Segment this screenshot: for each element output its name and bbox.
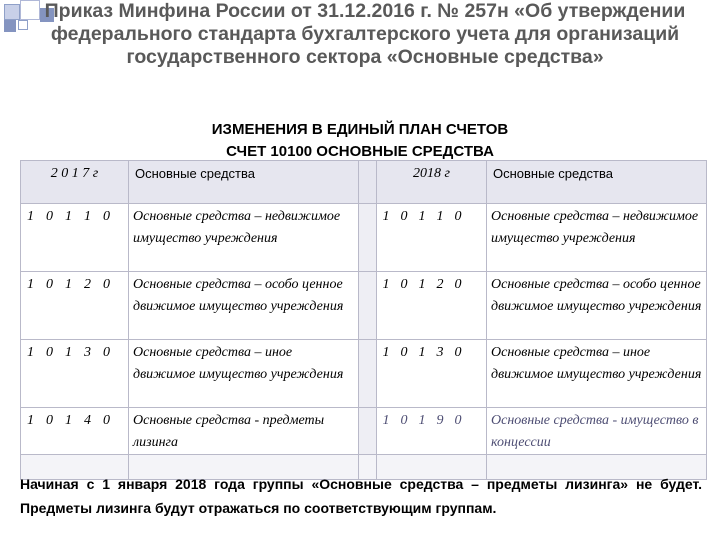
row-spacer — [359, 408, 377, 455]
table-header-row — [21, 161, 707, 204]
decor-square — [20, 0, 40, 20]
desc-right: Основные средства – особо ценное движимое имущество учреждения — [487, 272, 707, 340]
code-right: 1 0 1 9 0 — [377, 408, 487, 455]
code-left: 1 0 1 3 0 — [21, 340, 129, 408]
desc-left: Основные средства – недвижимое имущество учреждения — [129, 204, 359, 272]
slide-title: Приказ Минфина России от 31.12.2016 г. № 257н «Об утверждении федерального стандарта бухгалтерского учета для организаций государственного сектора «Основные средства» — [44, 0, 686, 68]
footnote-text: Начиная с 1 января 2018 года группы «Основные средства – предметы лизинга» не будет. Предметы лизинга будут отражаться по соответствующим группам. — [20, 476, 702, 516]
header-spacer — [359, 161, 377, 204]
desc-left: Основные средства – иное движимое имущество учреждения — [129, 340, 359, 408]
code-left: 1 0 1 2 0 — [21, 272, 129, 340]
header-year-2018: 2018 г — [377, 161, 487, 204]
row-spacer — [359, 204, 377, 272]
table-row — [21, 204, 707, 272]
desc-left: Основные средства – особо ценное движимое имущество учреждения — [129, 272, 359, 340]
header-label-left: Основные средства — [129, 161, 359, 204]
decor-square — [4, 4, 20, 20]
code-right: 1 0 1 3 0 — [377, 340, 487, 408]
code-left: 1 0 1 1 0 — [21, 204, 129, 272]
header-year-2017: 2 0 1 7 г — [21, 161, 129, 204]
decor-square — [4, 20, 16, 32]
row-spacer — [359, 340, 377, 408]
code-left: 1 0 1 4 0 — [21, 408, 129, 455]
subtitle-account: СЧЕТ 10100 ОСНОВНЫЕ СРЕДСТВА — [226, 143, 494, 160]
table-row — [21, 340, 707, 408]
accounts-table — [20, 160, 707, 480]
table-row — [21, 408, 707, 455]
desc-left: Основные средства - предметы лизинга — [129, 408, 359, 455]
desc-right: Основные средства - имущество в концессии — [487, 408, 707, 455]
desc-right: Основные средства – иное движимое имущество учреждения — [487, 340, 707, 408]
desc-right: Основные средства – недвижимое имущество учреждения — [487, 204, 707, 272]
code-right: 1 0 1 1 0 — [377, 204, 487, 272]
header-label-right: Основные средства — [487, 161, 707, 204]
row-spacer — [359, 272, 377, 340]
code-right: 1 0 1 2 0 — [377, 272, 487, 340]
decor-square — [18, 20, 28, 30]
table-row — [21, 272, 707, 340]
subtitle-changes: ИЗМЕНЕНИЯ В ЕДИНЫЙ ПЛАН СЧЕТОВ — [211, 121, 509, 138]
